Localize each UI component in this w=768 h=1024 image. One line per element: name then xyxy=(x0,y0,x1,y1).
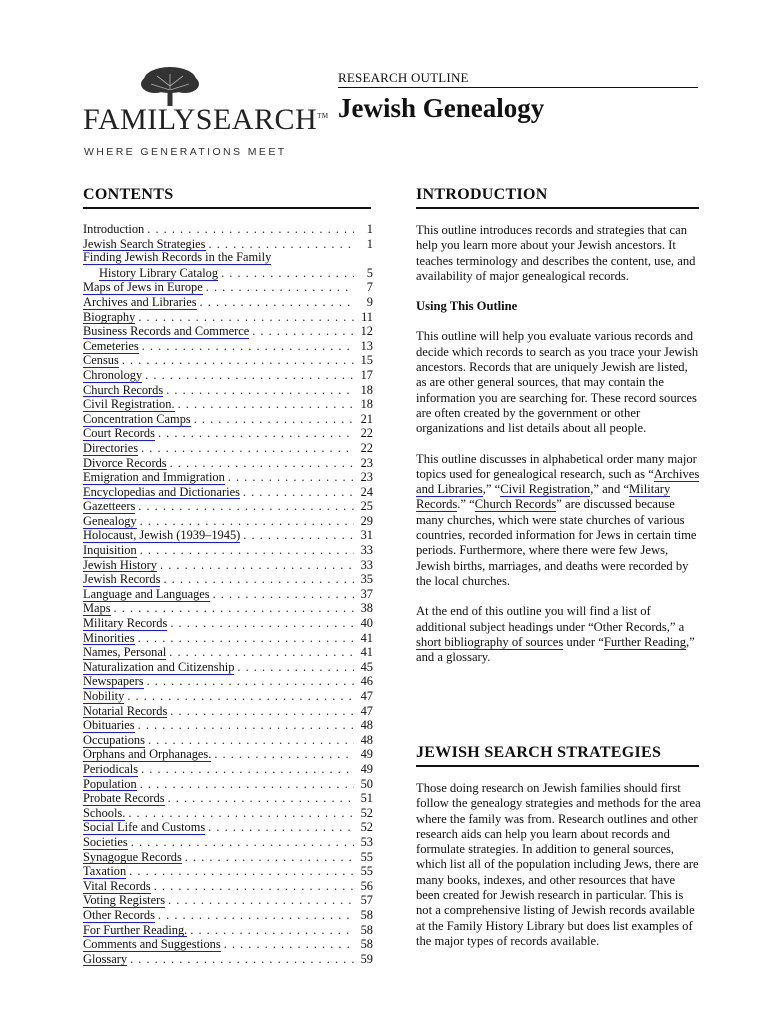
toc-entry-label[interactable]: Orphans and Orphanages. xyxy=(83,747,212,762)
toc-entry[interactable] xyxy=(83,543,373,558)
toc-leader-dots xyxy=(243,485,354,500)
link-bibliography[interactable]: short bibliography of sources xyxy=(416,634,564,649)
toc-entry-label[interactable]: Naturalization and Citizenship xyxy=(83,659,235,674)
toc-entry-label[interactable]: Language and Languages xyxy=(83,586,210,601)
toc-leader-dots xyxy=(131,835,354,850)
toc-leader-dots xyxy=(127,689,354,704)
toc-page-number: 41 xyxy=(360,630,373,645)
toc-entry-label[interactable]: Population xyxy=(83,776,137,791)
toc-entry[interactable] xyxy=(83,674,373,689)
toc-page-number: 18 xyxy=(360,397,373,412)
toc-entry[interactable] xyxy=(83,718,373,733)
toc-entry-label[interactable]: Taxation xyxy=(83,864,127,879)
toc-entry[interactable] xyxy=(83,558,373,573)
introduction-body xyxy=(416,223,701,680)
toc-entry[interactable] xyxy=(83,777,373,792)
toc-entry[interactable] xyxy=(83,310,373,325)
toc-page-number: 17 xyxy=(360,367,373,382)
toc-entry[interactable] xyxy=(83,441,373,456)
toc-page-number: 22 xyxy=(360,426,373,441)
toc-entry[interactable] xyxy=(83,733,373,748)
toc-entry[interactable] xyxy=(83,893,373,908)
toc-entry-label[interactable]: Occupations xyxy=(83,732,145,747)
toc-entry[interactable] xyxy=(83,251,373,266)
toc-entry[interactable] xyxy=(83,850,373,865)
toc-leader-dots xyxy=(168,791,354,806)
toc-leader-dots xyxy=(147,222,354,237)
toc-page-number: 59 xyxy=(360,951,373,966)
toc-entry[interactable] xyxy=(83,952,373,967)
toc-leader-dots xyxy=(214,747,354,762)
toc-page-number: 57 xyxy=(360,893,373,908)
familysearch-logo xyxy=(83,66,329,158)
toc-leader-dots xyxy=(148,733,354,748)
toc-page-number: 55 xyxy=(360,849,373,864)
toc-page-number: 23 xyxy=(360,470,373,485)
toc-entry-label[interactable]: Social Life and Customs xyxy=(83,820,206,835)
toc-entry[interactable] xyxy=(83,353,373,368)
toc-entry[interactable] xyxy=(83,499,373,514)
toc-entry[interactable] xyxy=(83,528,373,543)
toc-leader-dots xyxy=(138,499,354,514)
toc-page-number: 52 xyxy=(360,805,373,820)
toc-page-number: 46 xyxy=(360,674,373,689)
toc-leader-dots xyxy=(138,718,354,733)
toc-entry[interactable] xyxy=(83,266,373,281)
toc-entry[interactable] xyxy=(83,616,373,631)
toc-entry[interactable] xyxy=(83,426,373,441)
link-military-records[interactable]: Military Records xyxy=(416,482,671,512)
toc-page-number: 7 xyxy=(366,280,373,295)
toc-leader-dots xyxy=(160,558,354,573)
toc-entry-label[interactable]: Cemeteries xyxy=(83,338,139,353)
toc-entry-label[interactable]: Court Records xyxy=(83,426,155,441)
toc-leader-dots xyxy=(200,295,354,310)
toc-page-number: 58 xyxy=(360,937,373,952)
toc-page-number: 49 xyxy=(360,747,373,762)
toc-entry[interactable] xyxy=(83,704,373,719)
toc-leader-dots xyxy=(169,645,354,660)
toc-entry[interactable] xyxy=(83,412,373,427)
toc-leader-dots xyxy=(170,456,354,471)
intro-paragraph: This outline introduces records and strategies that can help you learn more about your Jewish ancestors. It teaches terminology and describes the content, use, and availability of major genealogical records. xyxy=(416,223,696,283)
search-strategies-body xyxy=(416,781,701,964)
toc-leader-dots xyxy=(142,339,354,354)
toc-entry-label[interactable]: Other Records xyxy=(83,907,155,922)
toc-entry-label[interactable]: Directories xyxy=(83,440,139,455)
toc-page-number: 5 xyxy=(366,265,373,280)
toc-leader-dots xyxy=(145,368,354,383)
toc-entry[interactable] xyxy=(83,908,373,923)
toc-page-number: 35 xyxy=(360,572,373,587)
toc-entry-label[interactable]: Jewish History xyxy=(83,557,157,572)
toc-page-number: 48 xyxy=(360,732,373,747)
toc-page-number: 58 xyxy=(360,922,373,937)
brand-tagline: WHERE GENERATIONS MEET xyxy=(84,146,287,158)
toc-leader-dots xyxy=(228,470,354,485)
toc-entry[interactable] xyxy=(83,762,373,777)
toc-entry[interactable] xyxy=(83,339,373,354)
toc-entry[interactable] xyxy=(83,791,373,806)
toc-entry-label[interactable]: Periodicals xyxy=(83,761,139,776)
toc-entry-label[interactable]: Maps of Jews in Europe xyxy=(83,280,203,295)
toc-entry[interactable] xyxy=(83,368,373,383)
toc-entry-label[interactable]: Finding Jewish Records in the Family xyxy=(83,250,272,265)
toc-entry-label[interactable]: Glossary xyxy=(83,951,128,966)
document-header xyxy=(338,70,698,124)
toc-page-number: 21 xyxy=(360,411,373,426)
toc-leader-dots xyxy=(213,587,354,602)
toc-entry-label[interactable]: Probate Records xyxy=(83,791,165,806)
toc-leader-dots xyxy=(168,893,354,908)
tree-icon xyxy=(135,66,205,108)
toc-entry-label[interactable]: Jewish Records xyxy=(83,572,161,587)
toc-leader-dots xyxy=(138,310,354,325)
toc-leader-dots xyxy=(140,777,354,792)
toc-page-number: 55 xyxy=(360,864,373,879)
toc-entry[interactable] xyxy=(83,689,373,704)
toc-leader-dots xyxy=(130,952,354,967)
toc-page-number: 18 xyxy=(360,382,373,397)
toc-page-number: 56 xyxy=(360,878,373,893)
toc-entry[interactable] xyxy=(83,820,373,835)
toc-entry[interactable] xyxy=(83,806,373,821)
toc-entry[interactable] xyxy=(83,660,373,675)
toc-entry-label[interactable]: Inquisition xyxy=(83,543,137,558)
toc-entry[interactable] xyxy=(83,879,373,894)
toc-entry[interactable] xyxy=(83,324,373,339)
toc-entry-label[interactable]: Nobility xyxy=(83,689,125,703)
toc-entry[interactable] xyxy=(83,485,373,500)
toc-entry-label[interactable]: Jewish Search Strategies xyxy=(83,236,206,251)
toc-leader-dots xyxy=(208,820,354,835)
toc-entry-label[interactable]: Church Records xyxy=(83,382,164,397)
toc-entry-label[interactable]: Schools. xyxy=(83,805,126,820)
toc-leader-dots xyxy=(206,280,354,295)
link-civil-registration[interactable]: Civil Registration xyxy=(500,482,591,497)
toc-entry-label[interactable]: Newspapers xyxy=(83,674,144,689)
toc-leader-dots xyxy=(154,879,354,894)
toc-leader-dots xyxy=(252,324,354,339)
toc-leader-dots xyxy=(158,908,354,923)
toc-page-number: 25 xyxy=(360,499,373,514)
toc-page-number: 50 xyxy=(360,776,373,791)
toc-page-number: 9 xyxy=(366,294,373,309)
toc-page-number: 1 xyxy=(366,236,373,251)
toc-leader-dots xyxy=(140,514,354,529)
toc-leader-dots xyxy=(178,397,354,412)
toc-leader-dots xyxy=(170,616,354,631)
toc-entry-label[interactable]: Encyclopedias and Dictionaries xyxy=(83,484,240,499)
toc-leader-dots xyxy=(194,412,354,427)
toc-entry-label[interactable]: Business Records and Commerce xyxy=(83,324,250,339)
toc-entry-label[interactable]: Societies xyxy=(83,834,128,849)
toc-leader-dots xyxy=(141,441,354,456)
toc-entry[interactable] xyxy=(83,470,373,485)
toc-page-number: 48 xyxy=(360,718,373,733)
toc-leader-dots xyxy=(114,601,354,616)
toc-page-number: 52 xyxy=(360,820,373,835)
toc-page-number: 53 xyxy=(360,834,373,849)
introduction-heading: INTRODUCTION xyxy=(416,186,699,209)
toc-entry[interactable] xyxy=(83,835,373,850)
toc-leader-dots xyxy=(166,383,354,398)
toc-entry-label[interactable]: Gazetteers xyxy=(83,499,136,514)
toc-entry-label[interactable]: Civil Registration. xyxy=(83,397,175,412)
toc-leader-dots xyxy=(129,864,354,879)
toc-page-number: 40 xyxy=(360,616,373,631)
toc-page-number: 47 xyxy=(360,689,373,703)
toc-entry[interactable] xyxy=(83,923,373,938)
toc-entry-label[interactable]: Minorities xyxy=(83,630,135,645)
toc-entry[interactable] xyxy=(83,572,373,587)
toc-entry[interactable] xyxy=(83,601,373,616)
toc-leader-dots xyxy=(138,631,354,646)
toc-entry[interactable] xyxy=(83,587,373,602)
toc-entry-label[interactable]: Obituaries xyxy=(83,718,135,733)
toc-entry-label[interactable]: Holocaust, Jewish (1939–1945) xyxy=(83,528,241,543)
intro-paragraph: At the end of this outline you will find a list of additional subject headings under “Other Records,” a short bibliography of sources under “Further Reading,” and a glossary. xyxy=(416,604,695,665)
toc-entry-label[interactable]: Names, Personal xyxy=(83,645,167,660)
toc-entry[interactable] xyxy=(83,280,373,295)
toc-entry[interactable] xyxy=(83,397,373,412)
toc-entry[interactable] xyxy=(83,645,373,660)
toc-leader-dots xyxy=(163,572,354,587)
intro-paragraph: This outline will help you evaluate various records and decide which records to search as you trace your Jewish ancestors. Records that are uniquely Jewish are listed, as are other general sources, that may contain the information you are searching for. These record sources are often created by the government or other organizations and list details about all people. xyxy=(416,329,699,436)
toc-entry[interactable] xyxy=(83,937,373,952)
toc-entry-label[interactable]: Voting Registers xyxy=(83,893,166,908)
toc-page-number: 31 xyxy=(360,528,373,543)
toc-entry-label[interactable]: Military Records xyxy=(83,616,168,631)
toc-entry[interactable] xyxy=(83,514,373,529)
toc-leader-dots xyxy=(209,237,355,252)
toc-entry-label[interactable]: Comments and Suggestions xyxy=(83,937,221,952)
contents-heading: CONTENTS xyxy=(83,186,371,209)
toc-page-number: 51 xyxy=(360,791,373,806)
toc-entry[interactable] xyxy=(83,631,373,646)
toc-leader-dots xyxy=(158,426,354,441)
toc-leader-dots xyxy=(122,353,354,368)
toc-leader-dots xyxy=(128,806,354,821)
toc-entry xyxy=(83,222,373,237)
toc-page-number: 37 xyxy=(360,586,373,601)
toc-entry-label[interactable]: Concentration Camps xyxy=(83,411,191,426)
toc-page-number: 22 xyxy=(360,440,373,455)
toc-page-number: 33 xyxy=(360,557,373,572)
toc-entry-label: Introduction xyxy=(83,222,145,236)
link-further-reading[interactable]: Further Reading xyxy=(603,634,687,649)
toc-leader-dots xyxy=(243,528,354,543)
toc-page-number: 45 xyxy=(360,659,373,674)
toc-page-number: 12 xyxy=(360,324,373,339)
toc-entry[interactable] xyxy=(83,383,373,398)
toc-page-number: 1 xyxy=(366,222,373,236)
toc-entry-label[interactable]: Biography xyxy=(83,309,136,324)
toc-page-number: 23 xyxy=(360,455,373,470)
toc-entry-label[interactable]: Census xyxy=(83,353,119,368)
brand-name: FAMILYSEARCH™ xyxy=(83,103,329,136)
toc-entry-label[interactable]: Maps xyxy=(83,601,111,616)
intro-paragraph: This outline discusses in alphabetical order many major topics used for genealogical research, such as “Archives and Libraries,” “Civil Registration,” and “Military Records.” “Church Records” are discussed because many churches, which were state churches of various countries, recorded information for Jews in certain time periods. Furthermore, where there were few Jews, Jewish births, marriages, and deaths were recorded by the local churches. xyxy=(416,451,700,588)
document-title: Jewish Genealogy xyxy=(338,93,545,123)
toc-entry-label[interactable]: Chronology xyxy=(83,367,143,382)
toc-leader-dots xyxy=(185,850,354,865)
toc-page-number: 29 xyxy=(360,513,373,528)
toc-page-number: 15 xyxy=(360,353,373,368)
link-archives-libraries[interactable]: Archives and Libraries xyxy=(416,466,700,497)
toc-entry[interactable] xyxy=(83,747,373,762)
toc-leader-dots xyxy=(237,660,354,675)
search-strategies-heading: JEWISH SEARCH STRATEGIES xyxy=(416,744,699,767)
toc-leader-dots xyxy=(190,923,354,938)
toc-leader-dots xyxy=(221,266,354,281)
toc-leader-dots xyxy=(141,762,354,777)
research-outline-label: RESEARCH OUTLINE xyxy=(338,70,698,88)
toc-page-number: 38 xyxy=(360,601,373,616)
toc-entry-label[interactable]: For Further Reading. xyxy=(83,922,188,937)
toc-page-number: 11 xyxy=(361,309,373,324)
link-church-records[interactable]: Church Records xyxy=(474,497,557,512)
toc-page-number: 41 xyxy=(360,645,373,660)
using-outline-subheading: Using This Outline xyxy=(416,299,518,314)
strategies-paragraph: Those doing research on Jewish families should first follow the genealogy strategies and methods for the area where the family was from. Research outlines and other research aids can help you learn about records and formulate strategies. In addition to general sources, which list all of the population including Jews, there are many books, indexes, and other resources that have been created for Jewish research in particular. This is not a comprehensive listing of Jewish records available at the Family History Library but does list examples of the major types of records available. xyxy=(416,781,701,948)
toc-entry-label[interactable]: Genealogy xyxy=(83,513,137,528)
toc-page-number: 47 xyxy=(360,703,373,718)
toc-page-number: 49 xyxy=(360,761,373,776)
toc-page-number: 58 xyxy=(360,907,373,922)
toc-page-number: 13 xyxy=(360,338,373,353)
toc-entry[interactable] xyxy=(83,456,373,471)
toc-leader-dots xyxy=(140,543,354,558)
toc-leader-dots xyxy=(170,704,354,719)
toc-entry-label[interactable]: Notarial Records xyxy=(83,703,168,718)
toc-entry-label[interactable]: Synagogue Records xyxy=(83,849,182,864)
toc-entry-label[interactable]: Archives and Libraries xyxy=(83,294,197,309)
toc-page-number: 33 xyxy=(360,543,373,558)
toc-entry-label[interactable]: Emigration and Immigration xyxy=(83,470,225,485)
toc-page-number: 24 xyxy=(360,484,373,499)
table-of-contents xyxy=(83,222,373,966)
toc-leader-dots xyxy=(224,937,354,952)
toc-entry-label[interactable]: Vital Records xyxy=(83,878,151,893)
toc-entry-label[interactable]: Divorce Records xyxy=(83,455,167,470)
toc-entry[interactable] xyxy=(83,864,373,879)
toc-entry-label[interactable]: History Library Catalog xyxy=(99,265,219,280)
toc-leader-dots xyxy=(147,674,354,689)
toc-entry[interactable] xyxy=(83,237,373,252)
toc-entry[interactable] xyxy=(83,295,373,310)
